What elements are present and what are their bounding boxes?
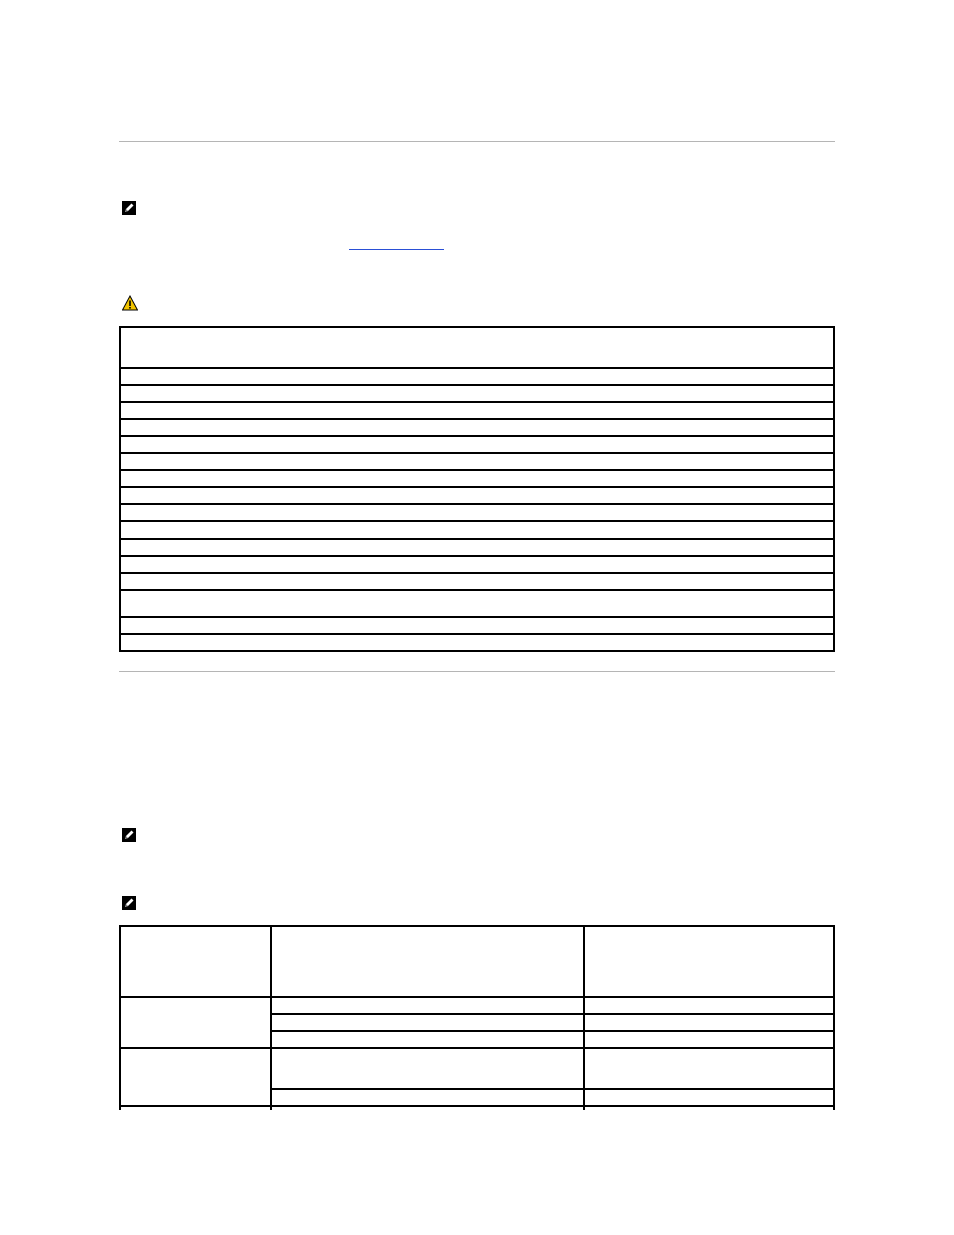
table2-row-divider xyxy=(270,1088,835,1090)
cross-reference-link[interactable] xyxy=(349,237,444,250)
table2-column-divider-1 xyxy=(270,925,272,1110)
table2-row-divider xyxy=(119,1047,835,1049)
pencil-note-icon xyxy=(121,895,137,911)
table1-row-divider xyxy=(119,616,835,618)
table2-column-divider-2 xyxy=(583,925,585,1110)
table2-row-divider xyxy=(270,1013,835,1015)
table1-row-divider xyxy=(119,633,835,635)
table1-row-divider xyxy=(119,469,835,471)
table1-row-divider xyxy=(119,418,835,420)
table1-row-divider xyxy=(119,555,835,557)
table2-row-divider xyxy=(270,1030,835,1032)
table1-row-divider xyxy=(119,384,835,386)
table2-right-border xyxy=(833,925,835,1110)
caution-triangle-icon xyxy=(122,295,138,311)
table2-row-divider xyxy=(119,1105,835,1107)
pencil-note-icon xyxy=(121,200,137,216)
table1-row-divider xyxy=(119,520,835,522)
table1-row-divider xyxy=(119,486,835,488)
table2-top-border xyxy=(119,925,835,927)
table1-row-divider xyxy=(119,367,835,369)
table1-row-divider xyxy=(119,503,835,505)
table1-row-divider xyxy=(119,538,835,540)
table1-row-divider xyxy=(119,572,835,574)
section-divider-middle xyxy=(119,671,835,672)
section-divider-top xyxy=(119,141,835,142)
table1-row-divider xyxy=(119,435,835,437)
table2-left-border xyxy=(119,925,121,1110)
table2-row-divider xyxy=(119,996,835,998)
pencil-note-icon xyxy=(121,827,137,843)
table1-row-divider xyxy=(119,452,835,454)
table1-row-divider xyxy=(119,589,835,591)
table1-row-divider xyxy=(119,401,835,403)
specifications-table-1 xyxy=(119,326,835,652)
